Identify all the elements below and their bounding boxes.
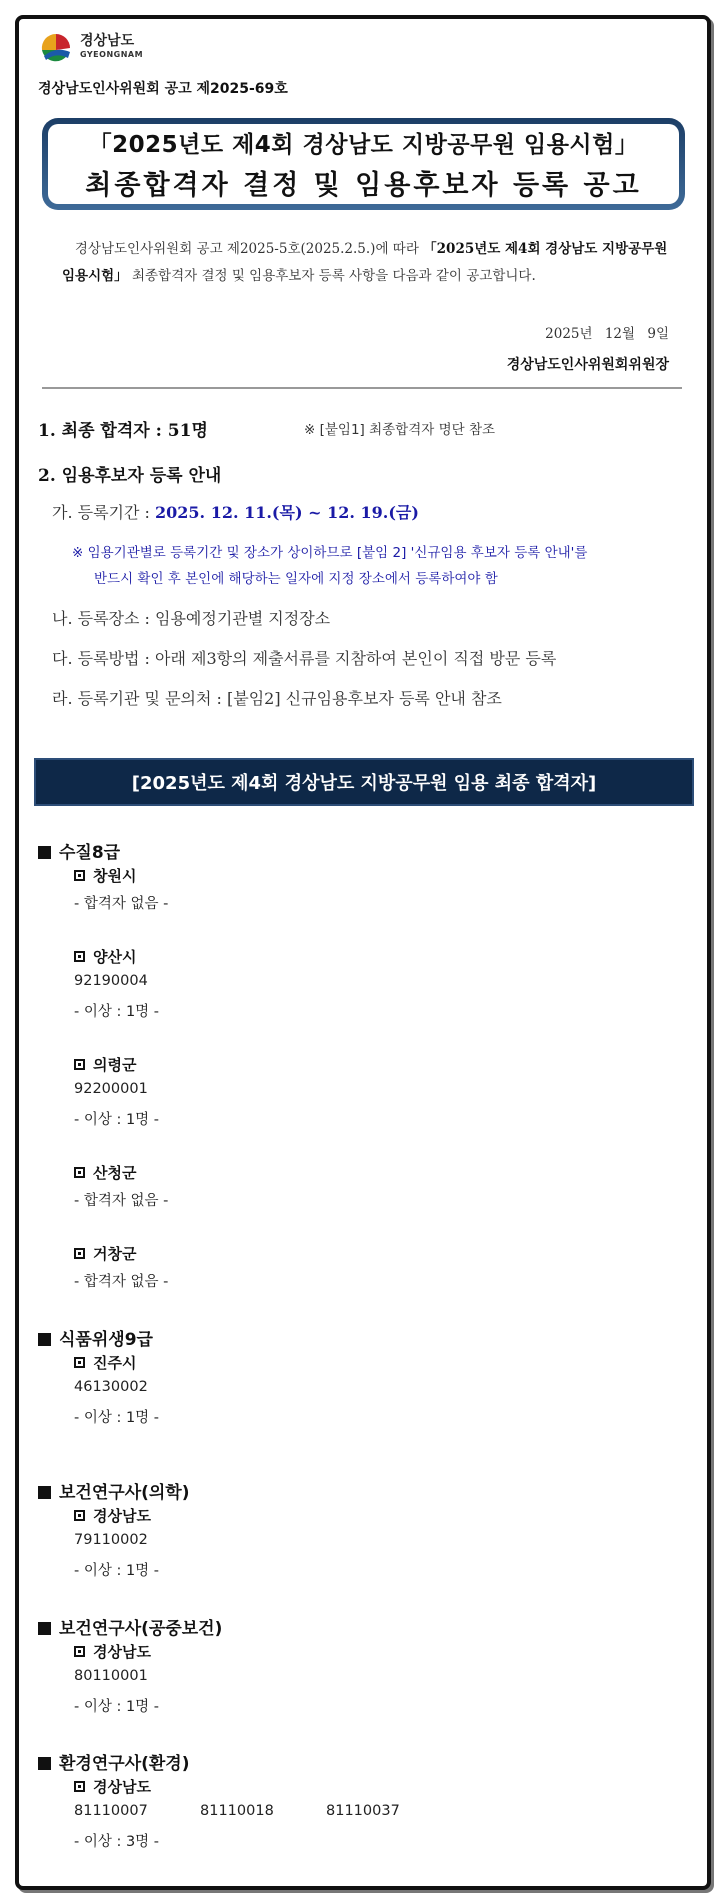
- gyeongnam-logo: [38, 28, 158, 68]
- candidate-number: 81110007: [74, 1803, 148, 1819]
- title-banner: [42, 118, 685, 210]
- candidate-number: 80110001: [74, 1668, 148, 1684]
- intro-text-pre: 경상남도인사위원회 공고 제2025-5호(2025.2.5.)에 따라: [74, 241, 424, 257]
- candidate-numbers-row: [74, 1803, 452, 1819]
- group-summary: - 합격자 없음 -: [74, 896, 169, 912]
- section1-title: 1. 최종 합격자 : 51명: [38, 421, 208, 441]
- period-note-line2: 반드시 확인 후 본인에 해당하는 일자에 지정 장소에서 등록하여야 함: [94, 571, 498, 587]
- group-summary: - 이상 : 1명 -: [74, 1004, 160, 1020]
- category-heading: 보건연구사(의학): [38, 1478, 190, 1503]
- section1-note: ※ [붙임1] 최종합격자 명단 참조: [304, 422, 496, 438]
- region-heading: 양산시: [74, 946, 136, 967]
- group-summary: - 합격자 없음 -: [74, 1274, 169, 1290]
- region-heading: 경상남도: [74, 1641, 151, 1662]
- group-summary: - 이상 : 1명 -: [74, 1699, 160, 1715]
- candidate-number: 46130002: [74, 1379, 148, 1395]
- category-heading: 식품위생9급: [38, 1325, 153, 1350]
- intro-paragraph: [62, 236, 674, 290]
- region-heading: 산청군: [74, 1162, 136, 1183]
- square-bullet-icon: [38, 1486, 51, 1499]
- boxed-square-icon: [74, 1059, 85, 1070]
- square-bullet-icon: [38, 1757, 51, 1770]
- category-heading: 수질8급: [38, 838, 120, 863]
- category-heading: 환경연구사(환경): [38, 1749, 190, 1774]
- region-heading: 의령군: [74, 1054, 136, 1075]
- boxed-square-icon: [74, 951, 85, 962]
- registration-method: 다. 등록방법 : 아래 제3항의 제출서류를 지참하여 본인이 직접 방문 등록: [52, 649, 557, 668]
- section2-title: 2. 임용후보자 등록 안내: [38, 466, 222, 486]
- group-summary: - 이상 : 1명 -: [74, 1410, 160, 1426]
- banner-title-line1: 「2025년도 제4회 경상남도 지방공무원 임용시험」: [88, 132, 639, 158]
- square-bullet-icon: [38, 846, 51, 859]
- candidate-number: 81110037: [326, 1803, 400, 1819]
- logo-name-kr: 경상남도: [80, 33, 135, 49]
- registration-period: [52, 500, 419, 523]
- region-heading: 창원시: [74, 865, 136, 886]
- candidate-number: 79110002: [74, 1532, 148, 1548]
- period-label: 가. 등록기간 :: [52, 503, 156, 522]
- group-summary: - 이상 : 3명 -: [74, 1834, 160, 1850]
- period-note: [72, 540, 587, 592]
- notice-date: 2025년 12월 9일: [545, 326, 669, 342]
- candidate-number: 81110018: [200, 1803, 274, 1819]
- logo-name-en: GYEONGNAM: [80, 50, 144, 59]
- group-summary: - 이상 : 1명 -: [74, 1112, 160, 1128]
- group-summary: - 이상 : 1명 -: [74, 1563, 160, 1579]
- boxed-square-icon: [74, 1781, 85, 1792]
- square-bullet-icon: [38, 1622, 51, 1635]
- intro-text-bold: 「2025년도 제4회 경상남도 지방공무원 임용시험」: [62, 241, 668, 284]
- candidate-number: 92200001: [74, 1081, 148, 1097]
- boxed-square-icon: [74, 1357, 85, 1368]
- region-heading: 경상남도: [74, 1776, 151, 1797]
- region-heading: 경상남도: [74, 1505, 151, 1526]
- notice-number: 경상남도인사위원회 공고 제2025-69호: [38, 81, 288, 97]
- boxed-square-icon: [74, 1167, 85, 1178]
- square-bullet-icon: [38, 1333, 51, 1346]
- period-note-line1: ※ 임용기관별로 등록기간 및 장소가 상이하므로 [붙임 2] '신규임용 후보자 등록 안내'를: [72, 545, 588, 561]
- boxed-square-icon: [74, 1510, 85, 1521]
- registration-contact: 라. 등록기관 및 문의처 : [붙임2] 신규임용후보자 등록 안내 참조: [52, 689, 502, 708]
- period-value: 2025. 12. 11.(목) ~ 12. 19.(금): [155, 503, 419, 522]
- divider: [42, 387, 682, 389]
- passers-list-header: [2025년도 제4회 경상남도 지방공무원 임용 최종 합격자]: [34, 758, 694, 806]
- group-summary: - 합격자 없음 -: [74, 1193, 169, 1209]
- boxed-square-icon: [74, 1646, 85, 1657]
- boxed-square-icon: [74, 870, 85, 881]
- banner-title-line2: 최종합격자 결정 및 임용후보자 등록 공고: [85, 170, 642, 201]
- intro-text-post: 최종합격자 결정 및 임용후보자 등록 사항을 다음과 같이 공고합니다.: [127, 268, 536, 284]
- candidate-number: 92190004: [74, 973, 148, 989]
- boxed-square-icon: [74, 1248, 85, 1259]
- category-heading: 보건연구사(공중보건): [38, 1614, 222, 1639]
- registration-place: 나. 등록장소 : 임용예정기관별 지정장소: [52, 609, 331, 628]
- signature: 경상남도인사위원회위원장: [506, 357, 669, 373]
- gyeongnam-emblem-icon: [38, 28, 74, 64]
- region-heading: 거창군: [74, 1243, 136, 1264]
- region-heading: 진주시: [74, 1352, 136, 1373]
